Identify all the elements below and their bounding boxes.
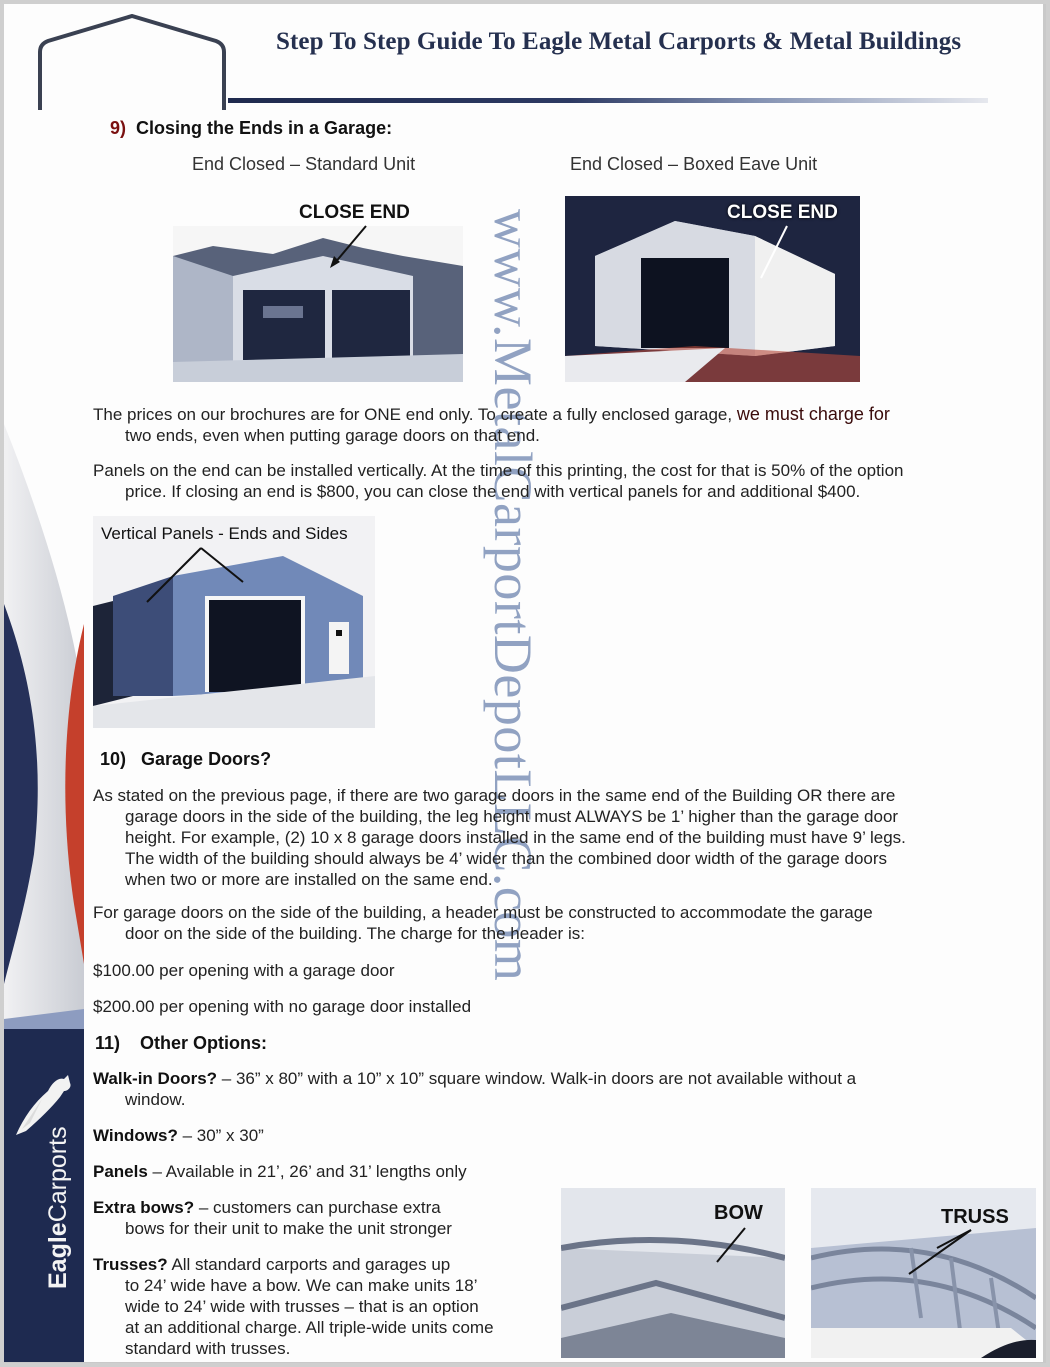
term: Walk-in Doors? [93, 1069, 218, 1088]
text: The width of the building should always be 4’ wider than the combined door width of the garage doors [125, 849, 888, 868]
section-number: 10) [100, 749, 127, 769]
photo-caption-standard: End Closed – Standard Unit [192, 154, 416, 174]
vertical-panels-label: Vertical Panels - Ends and Sides [101, 524, 348, 543]
price-without-door: $200.00 per opening with no garage door installed [93, 997, 472, 1016]
text: height. For example, (2) 10 x 8 garage doors installed in the same end of the building must have 9’ legs. [125, 828, 906, 847]
emphasis-text: we must charge for [736, 404, 890, 424]
option-extra-bows [93, 1197, 563, 1239]
paragraph-vertical-panels [93, 460, 1038, 502]
price-with-door: $100.00 per opening with a garage door [93, 961, 395, 980]
section-number: 11) [95, 1033, 121, 1053]
photo-vertical-panels [93, 516, 375, 728]
arrow-icon [901, 1228, 981, 1278]
logo-light: Carports [44, 1126, 72, 1223]
text: – 30” x 30” [177, 1126, 264, 1145]
text: at an additional charge. All triple-wide units come [125, 1318, 494, 1337]
text: window. [125, 1090, 186, 1109]
option-windows [93, 1125, 264, 1146]
photo-bow [561, 1188, 785, 1358]
text: Panels on the end can be installed vertically. At the time of this printing, the cost for that is 50% of the option [93, 461, 904, 480]
term: Panels [93, 1162, 148, 1181]
term: Trusses? [93, 1255, 168, 1274]
close-end-label-1: CLOSE END [299, 202, 410, 223]
section-9-heading [110, 118, 392, 139]
text: garage doors in the side of the building, the leg height must ALWAYS be 1’ higher than the garage door [125, 807, 899, 826]
text: standard with trusses. [125, 1339, 291, 1358]
photo-caption-boxed-eave: End Closed – Boxed Eave Unit [570, 154, 818, 174]
text: – Available in 21’, 26’ and 31’ lengths only [147, 1162, 467, 1181]
section-title: Garage Doors? [141, 749, 272, 769]
text: to 24’ wide have a bow. We can make units 18’ [125, 1276, 478, 1295]
close-end-label-2: CLOSE END [727, 202, 838, 223]
roof-outline-icon [34, 14, 234, 110]
paragraph-leg-height [93, 785, 1038, 890]
text: – 36” x 80” with a 10” x 10” square window. Walk-in doors are not available without a [217, 1069, 857, 1088]
text: All standard carports and garages up [167, 1255, 451, 1274]
section-11-heading [95, 1033, 267, 1054]
term: Extra bows? [93, 1198, 195, 1217]
page-title: Step To Step Guide To Eagle Metal Carports & Metal Buildings [276, 28, 962, 55]
arrow-icon [755, 224, 795, 284]
bow-label: BOW [714, 1202, 763, 1224]
option-trusses [93, 1254, 563, 1359]
section-title: Other Options: [140, 1033, 268, 1053]
document-page [4, 4, 1043, 1362]
paragraph-header-charge [93, 902, 1038, 944]
photo-standard-unit [173, 226, 463, 382]
text: As stated on the previous page, if there are two garage doors in the same end of the Building OR there are [93, 786, 896, 805]
arrow-icon [324, 222, 374, 272]
text: wide to 24’ wide with trusses – that is an option [125, 1297, 479, 1316]
option-panels [93, 1161, 467, 1182]
term: Windows? [93, 1126, 178, 1145]
text: The prices on our brochures are for ONE end only. To create a fully enclosed garage, [93, 405, 733, 424]
text: door on the side of the building. The charge for the header is: [125, 924, 585, 943]
section-number: 9) [110, 118, 127, 138]
truss-label: TRUSS [941, 1206, 1009, 1228]
text: bows for their unit to make the unit stronger [125, 1219, 452, 1238]
logo-bold: Eagle [44, 1222, 72, 1289]
text: two ends, even when putting garage doors on that end. [125, 426, 540, 445]
photo-truss [811, 1188, 1036, 1358]
section-title: Closing the Ends in a Garage: [136, 118, 393, 138]
watermark: www.MetalCarportDepotLLC.com [483, 209, 543, 982]
arrow-icon [711, 1226, 751, 1266]
option-walk-in-doors [93, 1068, 1038, 1110]
text: price. If closing an end is $800, you can close the end with vertical panels for and additional $400. [125, 482, 861, 501]
text: when two or more are installed on the same end. [125, 870, 493, 889]
photo-boxed-eave-unit [565, 196, 860, 382]
brand-logo-text [44, 1126, 73, 1289]
text: For garage doors on the side of the building, a header must be constructed to accommodate the garage [93, 903, 873, 922]
section-10-heading [100, 749, 271, 770]
header-rule [228, 98, 988, 103]
text: – customers can purchase extra [194, 1198, 441, 1217]
arrow-icon [133, 546, 253, 606]
paragraph-ends-pricing [93, 404, 1038, 446]
